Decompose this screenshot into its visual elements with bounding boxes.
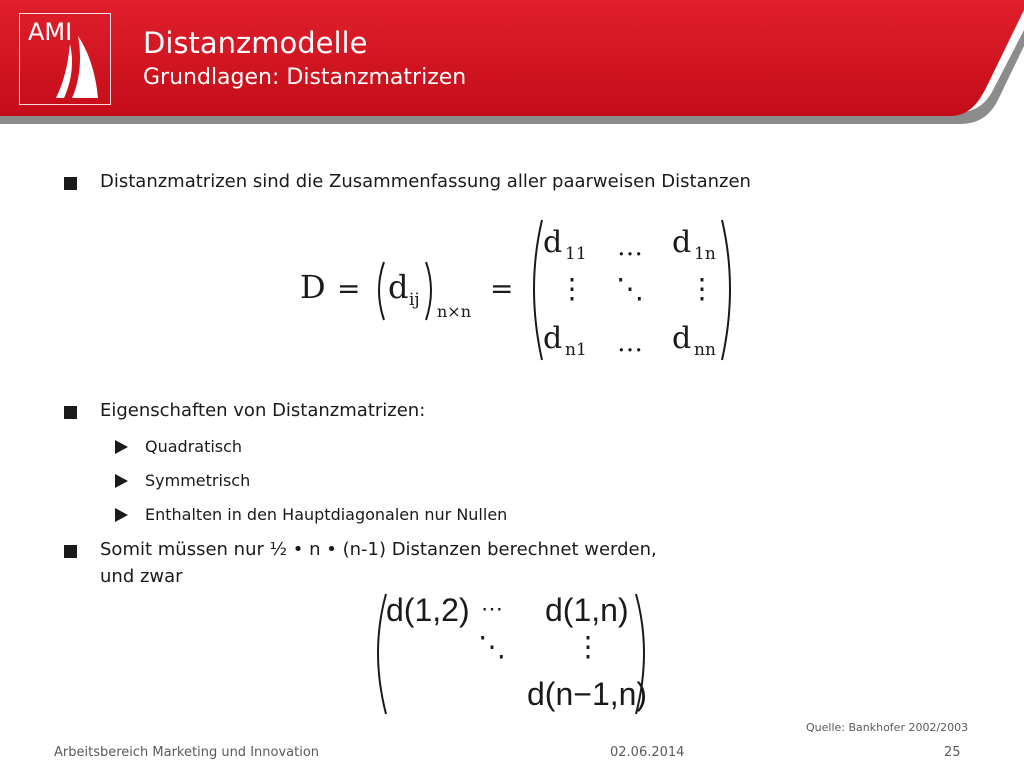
source-note: Quelle: Bankhofer 2002/2003	[806, 721, 969, 734]
formula-lhs: D	[300, 268, 326, 306]
sub-item: Symmetrisch	[145, 471, 251, 490]
bullet-square-icon	[64, 545, 77, 558]
footer-page-number: 25	[944, 745, 961, 760]
formula-equals: =	[337, 272, 361, 305]
matrix-hdots-top: …	[617, 232, 643, 262]
bullet-square-icon	[64, 177, 77, 190]
sail-icon	[20, 14, 112, 106]
triangle-dn1n: d(n−1,n)	[527, 676, 648, 712]
triangle-vdots: ⋮	[574, 630, 602, 663]
bullet-text: Eigenschaften von Distanzmatrizen:	[100, 400, 426, 421]
matrix-dn1: d	[543, 321, 563, 356]
footer-department: Arbeitsbereich Marketing und Innovation	[54, 745, 320, 760]
header-background	[0, 0, 1024, 128]
page-subtitle: Grundlagen: Distanzmatrizen	[143, 65, 467, 90]
matrix-vdots-left: ⋮	[558, 272, 586, 305]
matrix-ddots: ⋱	[616, 272, 644, 305]
matrix-d1n: d	[672, 225, 692, 260]
ami-logo	[19, 13, 111, 105]
bullet-square-icon	[64, 406, 77, 419]
formula-elem: d	[388, 268, 409, 306]
formula-size-sub: n×n	[437, 302, 472, 321]
matrix-d11-sub: 11	[565, 244, 587, 264]
matrix-dnn-sub: nn	[694, 340, 716, 360]
triangle-d1n: d(1,n)	[545, 592, 629, 628]
arrow-bullet-icon	[115, 440, 128, 454]
formula-equals-2: =	[490, 272, 514, 305]
arrow-bullet-icon	[115, 508, 128, 522]
matrix-hdots-bottom: …	[617, 328, 643, 358]
bullet-text: Somit müssen nur ½ • n • (n-1) Distanzen berechnet werden,	[100, 539, 657, 560]
bullet-text: Distanzmatrizen sind die Zusammenfassung aller paarweisen Distanzen	[100, 171, 751, 192]
triangle-d12: d(1,2)	[386, 592, 470, 628]
triangle-hdots: ⋯	[481, 597, 503, 622]
bullet-text-continued: und zwar	[100, 566, 183, 587]
matrix-dn1-sub: n1	[565, 340, 587, 360]
triangle-ddots: ⋱	[478, 630, 506, 663]
sub-item: Quadratisch	[145, 437, 243, 456]
matrix-dnn: d	[672, 321, 692, 356]
sub-item: Enthalten in den Hauptdiagonalen nur Nullen	[145, 505, 508, 524]
header-banner	[0, 0, 1024, 128]
matrix-d1n-sub: 1n	[694, 244, 716, 264]
logo-text: AMI	[28, 18, 73, 46]
page-title: Distanzmodelle	[143, 26, 368, 60]
arrow-bullet-icon	[115, 474, 128, 488]
matrix-vdots-right: ⋮	[688, 272, 716, 305]
matrix-d11: d	[543, 225, 563, 260]
footer-date: 02.06.2014	[610, 745, 685, 760]
formula-elem-sub: ij	[409, 290, 420, 310]
